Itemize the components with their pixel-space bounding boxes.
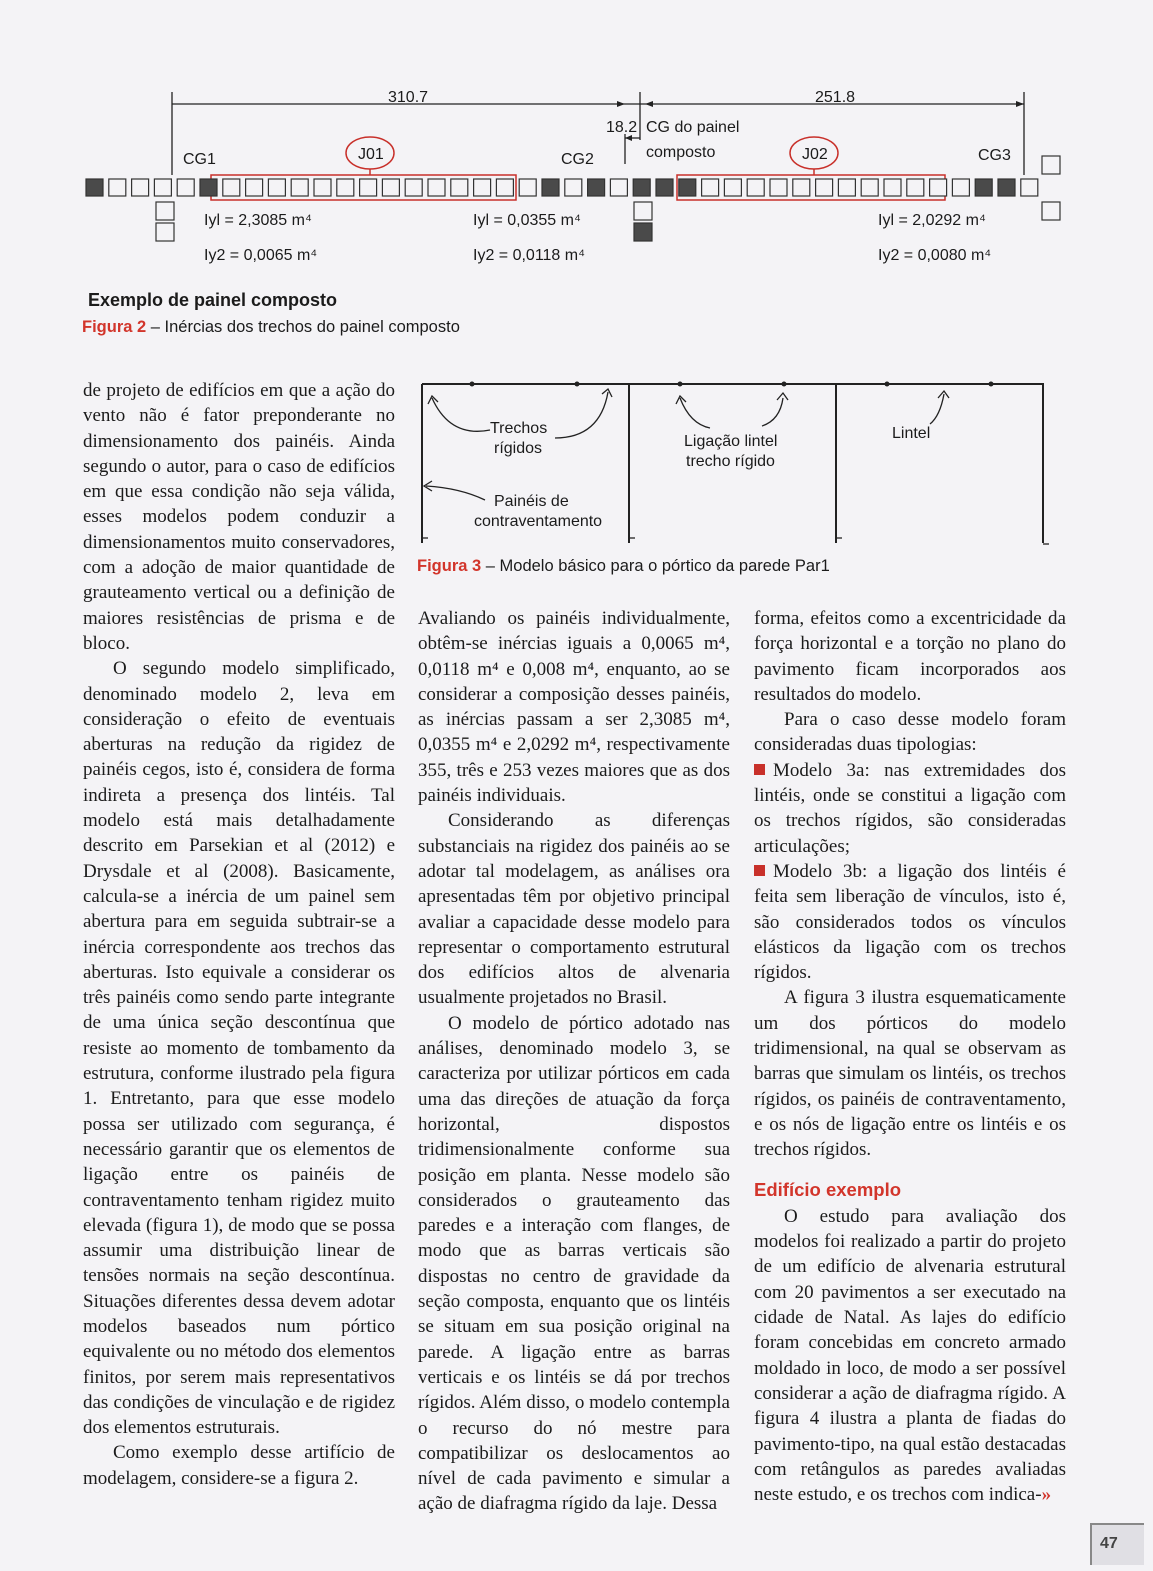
figure-2-caption-text: – Inércias dos trechos do painel composto	[146, 318, 460, 336]
wall-block	[360, 179, 377, 196]
j01-label: J01	[358, 146, 384, 163]
wall-block	[496, 179, 513, 196]
text-column-2	[418, 606, 730, 1517]
paineis-label-2: contraventamento	[474, 513, 603, 530]
continue-arrow-icon: »	[1041, 1484, 1052, 1506]
wall-block	[770, 179, 787, 196]
wall-block	[154, 179, 171, 196]
wall-block	[268, 179, 285, 196]
iy2-1: Iy2 = 0,0065 m⁴	[204, 247, 318, 264]
bullet-item-3b	[754, 859, 1066, 985]
bullet-item-3a	[754, 758, 1066, 859]
wall-block	[816, 179, 833, 196]
wall-block	[1021, 179, 1038, 196]
wall-block	[793, 179, 810, 196]
cg1-label: CG1	[183, 151, 216, 168]
bullet-text-3b: Modelo 3b: a ligação dos lintéis é feita sem liberação de vínculos, isto é, são considerados todos os vínculos elásticos da ligação com os trechos rígidos.	[754, 860, 1066, 984]
wall-block	[177, 179, 194, 196]
wall-block	[702, 179, 719, 196]
wall-block	[588, 179, 605, 196]
cg-composto-label-1: CG do painel	[646, 119, 740, 136]
wall-block	[542, 179, 559, 196]
cg3-label: CG3	[978, 147, 1011, 164]
figure-2-diagram	[80, 80, 1080, 270]
dim-right-label: 251.8	[815, 89, 856, 106]
iyl-2: Iyl = 0,0355 m⁴	[473, 212, 581, 229]
col2-paragraph-3: O modelo de pórtico adotado nas análises, denominado modelo 3, se caracteriza por utilizar pórticos em cada uma das direções de atuação da força horizontal, dispostos tridimensionalmente conforme sua posição em planta. Nesse modelo são considerados o grauteamento das paredes e a interação com flanges, de modo que as barras verticais são dispostas no centro de gravidade da seção composta, enquanto que os lintéis se situam em sua posição original na parede. A ligação entre as barras verticais e os lintéis se dá por trechos rígidos. Além disso, o modelo contempla o recurso do nó mestre para compatibilizar os deslocamentos ao nível de cada pavimento e simular a ação de diafragma rígido da laje. Dessa	[418, 1012, 730, 1515]
col1-paragraph-2: O segundo modelo simplificado, denominado modelo 2, leva em consideração o efeito de eventuais aberturas na redução da rigidez de painéis cegos, isto é, considera de forma indireta a presença dos lintéis. Tal modelo está mais detalhadamente descrito em Parsekian et al (2012) e Drysdale et al (2008). Basicamente, calcula-se a inércia de um painel sem abertura para em seguida subtrair-se a inércia correspondente aos trechos das aberturas. Isto equivale a considerar os três painéis como sendo parte integrante de uma única seção descontínua que resiste ao momento de tombamento da estrutura, conforme ilustrado pela figura 1. Entretanto, para que esse modelo possa ser utilizado com segurança, é necessário garantir que os elementos de ligação entre os painéis de contraventamento tenham rigidez muito elevada (figura 1), de modo que se possa assumir uma distribuição linear de tensões normais na seção descontínua. Situações diferentes dessa devem adotar modelos baseados num pórtico equivalente ou no método dos elementos finitos, por serem mais representativos das condições de vinculação e de rigidez dos elementos estruturais.	[83, 658, 395, 1439]
col1-paragraph-1: de projeto de edifícios em que a ação do vento não é fator preponderante no dimensionamento dos painéis. Ainda segundo o autor, para o caso de edifícios em que essa condição não seja válida, esses modelos podem conduzir a dimensionamentos muito conservadores, com a adoção de maior quantidade de grauteamento vertical ou a definição de maiores resistências de prisma e de bloco.	[83, 380, 395, 654]
wall-block	[747, 179, 764, 196]
figure-2-title: Exemplo de painel composto	[88, 290, 338, 310]
dim-left-label: 310.7	[388, 89, 429, 106]
wall-block	[109, 179, 126, 196]
wall-block	[314, 179, 331, 196]
col1-paragraph-3: Como exemplo desse artifício de modelagem, considere-se a figura 2.	[83, 1442, 395, 1489]
section-heading: Edifício exemplo	[754, 1178, 902, 1200]
ligacao-label-1: Ligação lintel	[684, 433, 778, 450]
wall-block	[86, 179, 103, 196]
wall-block	[975, 179, 992, 196]
iyl-3: Iyl = 2,0292 m⁴	[878, 212, 986, 229]
ligacao-label-2: trecho rígido	[686, 453, 775, 470]
j02-label: J02	[802, 146, 828, 163]
wall-block	[382, 179, 399, 196]
wall-block	[724, 179, 741, 196]
wall-block	[861, 179, 878, 196]
col3-paragraph-4	[754, 1204, 1066, 1508]
wall-block	[519, 179, 536, 196]
dim-mid-label: 18.2	[606, 119, 638, 136]
bullet-square-icon	[754, 764, 765, 775]
figure-2-label: Figura 2	[82, 318, 147, 336]
wall-block	[656, 179, 673, 196]
wall-block	[405, 179, 422, 196]
iyl-1: Iyl = 2,3085 m⁴	[204, 212, 312, 229]
figure-3-diagram	[410, 378, 1060, 553]
wall-block	[246, 179, 263, 196]
wall-block	[291, 179, 308, 196]
wall-block	[930, 179, 947, 196]
figure-3-caption-text: – Modelo básico para o pórtico da parede Par1	[481, 557, 830, 575]
wall-block	[952, 179, 969, 196]
trechos-label-2: rígidos	[494, 440, 543, 457]
wall-block-row	[86, 179, 1038, 196]
wall-block	[451, 179, 468, 196]
cg2-label: CG2	[561, 151, 594, 168]
wall-block	[679, 179, 696, 196]
page-number: 47	[1100, 1535, 1118, 1552]
iy2-2: Iy2 = 0,0118 m⁴	[473, 247, 585, 264]
col2-paragraph-1: Avaliando os painéis individualmente, obtêm-se inércias iguais a 0,0065 m⁴, 0,0118 m⁴ e 0,008 m⁴, enquanto, ao se considerar a composição desses painéis, as inércias passam a ser 2,3085 m⁴, 0,0355 m⁴ e 2,0292 m⁴, respectivamente 355, três e 253 vezes maiores que as dos painéis individuais.	[418, 608, 730, 807]
figure-3-caption	[417, 557, 830, 576]
cg-composto-label-2: composto	[646, 144, 716, 161]
bullet-text-3a: Modelo 3a: nas extremidades dos lintéis, onde se constitui a ligação com os trechos rígidos, são consideradas articulações;	[754, 759, 1066, 857]
trechos-label-1: Trechos	[490, 420, 548, 437]
wall-block	[200, 179, 217, 196]
text-column-1	[83, 378, 395, 1491]
figure-2-caption	[82, 318, 460, 337]
wall-block	[565, 179, 582, 196]
wall-block	[337, 179, 354, 196]
figure-3-label: Figura 3	[417, 557, 482, 575]
wall-block	[998, 179, 1015, 196]
wall-block	[223, 179, 240, 196]
wall-block	[132, 179, 149, 196]
wall-block	[907, 179, 924, 196]
text-column-3	[754, 606, 1066, 1507]
col3-paragraph-1: forma, efeitos como a excentricidade da força horizontal e a torção no plano do pavimento ficam incorporados aos resultados do modelo.	[754, 608, 1066, 705]
col3-paragraph-3: A figura 3 ilustra esquematicamente um dos pórticos do modelo tridimensional, na qual se observam as barras que simulam os lintéis, os trechos rígidos, os painéis de contraventamento, e os nós de ligação entre os lintéis e os trechos rígidos.	[754, 987, 1066, 1161]
wall-block	[633, 179, 650, 196]
col3-paragraph-4-text: O estudo para avaliação dos modelos foi realizado a partir do projeto de um edifício de alvenaria estrutural com 20 pavimentos a ser executado na cidade de Natal. As lajes do edifício foram concebidas em concreto armado moldado in loco, de modo a ser possível considerar a ação de diafragma rígido. A figura 4 ilustra a planta de fiadas do pavimento-tipo, na qual estão destacadas com retângulos as paredes avaliadas neste estudo, e os trechos com indica-	[754, 1205, 1066, 1506]
wall-block	[474, 179, 491, 196]
paineis-label-1: Painéis de	[494, 493, 569, 510]
wall-block	[838, 179, 855, 196]
wall-block	[428, 179, 445, 196]
iy2-3: Iy2 = 0,0080 m⁴	[878, 247, 992, 264]
lintel-label: Lintel	[892, 425, 931, 442]
col2-paragraph-2: Considerando as diferenças substanciais na rigidez dos painéis ao se adotar tal modelagem, as análises ora apresentadas têm por objetivo principal avaliar a capacidade desse modelo para representar o comportamento estrutural dos edifícios altos de alvenaria usualmente projetados no Brasil.	[418, 810, 730, 1009]
wall-block	[884, 179, 901, 196]
col3-paragraph-2: Para o caso desse modelo foram consideradas duas tipologias:	[754, 709, 1066, 756]
bullet-square-icon	[754, 865, 765, 876]
wall-block	[610, 179, 627, 196]
